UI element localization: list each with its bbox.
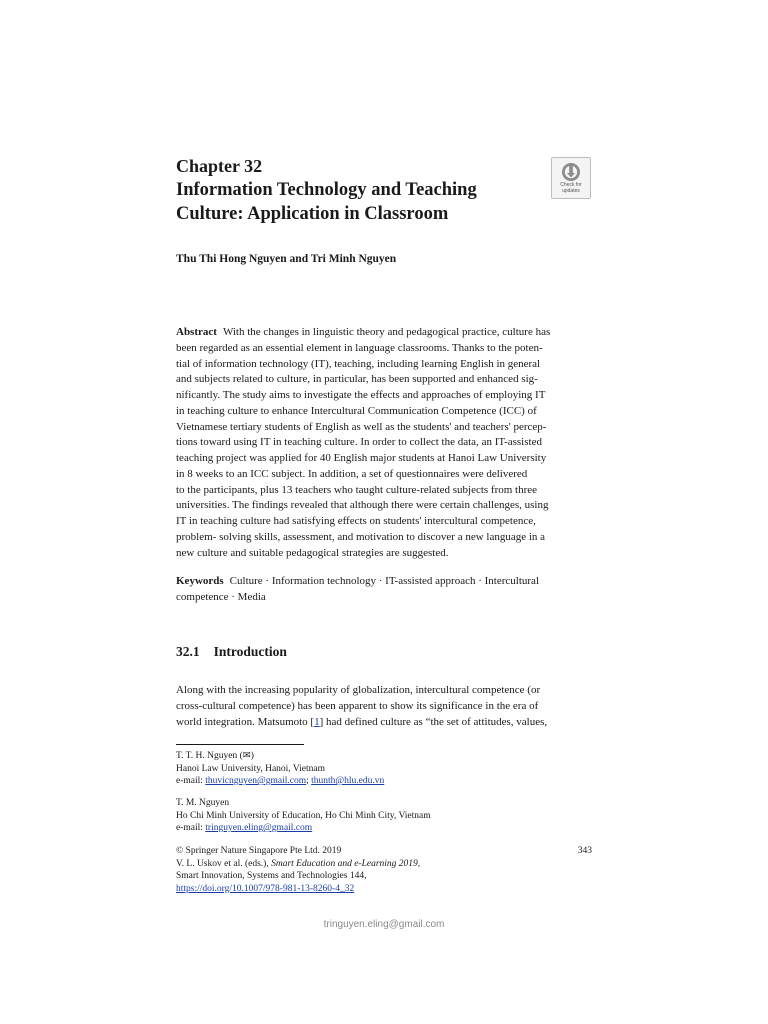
abstract-text: in teaching culture to enhance Intercultural Communication Competence (ICC) of <box>176 404 537 417</box>
section-heading <box>176 644 287 660</box>
abstract-label: Abstract <box>176 326 217 338</box>
abstract-text: Vietnamese tertiary students of English as well as the students' and teachers' percep- <box>176 420 547 433</box>
copyright-line <box>176 845 592 858</box>
footnote-email-line <box>176 822 431 835</box>
watermark-email: tringuyen.eling@gmail.com <box>323 919 445 930</box>
abstract-text: teaching project was applied for 40 English major students at Hanoi Law University <box>176 452 547 464</box>
abstract-text: and subjects related to culture, in particular, has been supported and enhanced sig- <box>176 373 538 386</box>
footnote-email-line <box>176 775 384 788</box>
email-link[interactable]: tringuyen.eling@gmail.com <box>205 823 313 833</box>
email-link[interactable]: thuvicnguyen@gmail.com <box>205 776 307 786</box>
abstract-text: tial of information technology (IT), teaching, including learning English in general <box>176 357 541 370</box>
intro-paragraph <box>176 683 592 730</box>
abstract-text: in 8 weeks to an ICC subject. In addition, a set of questionnaires were delivered <box>176 467 528 480</box>
citation-editors: V. L. Uskov et al. (eds.), <box>176 858 272 869</box>
abstract-text: With the changes in linguistic theory and pedagogical practice, culture has <box>222 326 551 338</box>
intro-text: ] had defined culture as “the set of attitudes, values, <box>319 715 548 728</box>
keywords-paragraph <box>176 574 592 606</box>
abstract-text: tions toward using IT in teaching culture. In order to collect the data, an IT-assisted <box>176 436 542 449</box>
badge-label: updates <box>562 187 580 194</box>
email-label: e-mail: <box>176 823 206 833</box>
abstract-text: universities. The findings revealed that although there were certain challenges, using <box>176 499 549 512</box>
section-title: Introduction <box>213 644 287 659</box>
check-for-updates-badge[interactable] <box>551 157 591 199</box>
abstract-text: to the participants, plus 13 teachers who taught culture-related subjects from three <box>176 483 538 496</box>
email-label: e-mail: <box>176 776 206 786</box>
footnote-author-name: T. M. Nguyen <box>176 798 230 808</box>
page-number: 343 <box>577 846 592 856</box>
keywords-text: competence · Media <box>176 590 266 603</box>
abstract-text: nificantly. The study aims to investigate the effects and approaches of employing IT <box>176 389 546 401</box>
copyright-block <box>176 845 592 895</box>
footnote-author2 <box>176 797 431 835</box>
citation-punct: , <box>417 858 421 869</box>
doi-link[interactable]: https://doi.org/10.1007/978-981-13-8260-4_32 <box>176 883 355 894</box>
abstract-paragraph <box>176 325 592 561</box>
chapter-title-line: Culture: Application in Classroom <box>176 204 449 224</box>
intro-text: Along with the increasing popularity of globalization, intercultural competence (or <box>176 684 541 696</box>
footnote-author-name: T. T. H. Nguyen (✉) <box>176 751 254 761</box>
footnote-divider <box>176 744 304 745</box>
book-title: Smart Education and e-Learning 2019 <box>271 858 418 869</box>
check-for-updates-icon <box>561 162 581 182</box>
footnote-affiliation: Hanoi Law University, Hanoi, Vietnam <box>176 763 326 774</box>
abstract-text: new culture and suitable pedagogical strategies are suggested. <box>176 546 449 559</box>
chapter-title <box>176 178 536 226</box>
abstract-text: IT in teaching culture had satisfying effects on students' intercultural competence, <box>176 515 536 527</box>
copyright-text: © Springer Nature Singapore Pte Ltd. 2019 <box>176 846 342 856</box>
abstract-text: been regarded as an essential element in language classrooms. Thanks to the poten- <box>176 341 543 354</box>
intro-text: cross-cultural competence) has been apparent to show its significance in the era of <box>176 699 539 712</box>
abstract-text: problem- solving skills, assessment, and motivation to discover a new language in a <box>176 530 546 543</box>
email-link[interactable]: thunth@hlu.edu.vn <box>311 776 385 786</box>
authors-line: Thu Thi Hong Nguyen and Tri Minh Nguyen <box>176 253 397 265</box>
chapter-title-line: Information Technology and Teaching <box>176 180 477 200</box>
intro-text: world integration. Matsumoto [ <box>176 715 315 728</box>
chapter-number: Chapter 32 <box>176 156 263 176</box>
citation-line <box>176 858 592 871</box>
doi-line <box>176 883 592 896</box>
keywords-text: Culture · Information technology · IT-assisted approach · Intercultural <box>229 575 539 587</box>
section-number: 32.1 <box>176 644 200 659</box>
keywords-label: Keywords <box>176 575 224 587</box>
series-line: Smart Innovation, Systems and Technologies 144, <box>176 871 367 881</box>
citation-link[interactable]: 1 <box>314 715 320 728</box>
footnote-author1 <box>176 750 384 788</box>
footnote-affiliation: Ho Chi Minh University of Education, Ho Chi Minh City, Vietnam <box>176 810 431 821</box>
email-separator: ; <box>306 776 312 786</box>
badge-label: Check for <box>560 182 582 188</box>
